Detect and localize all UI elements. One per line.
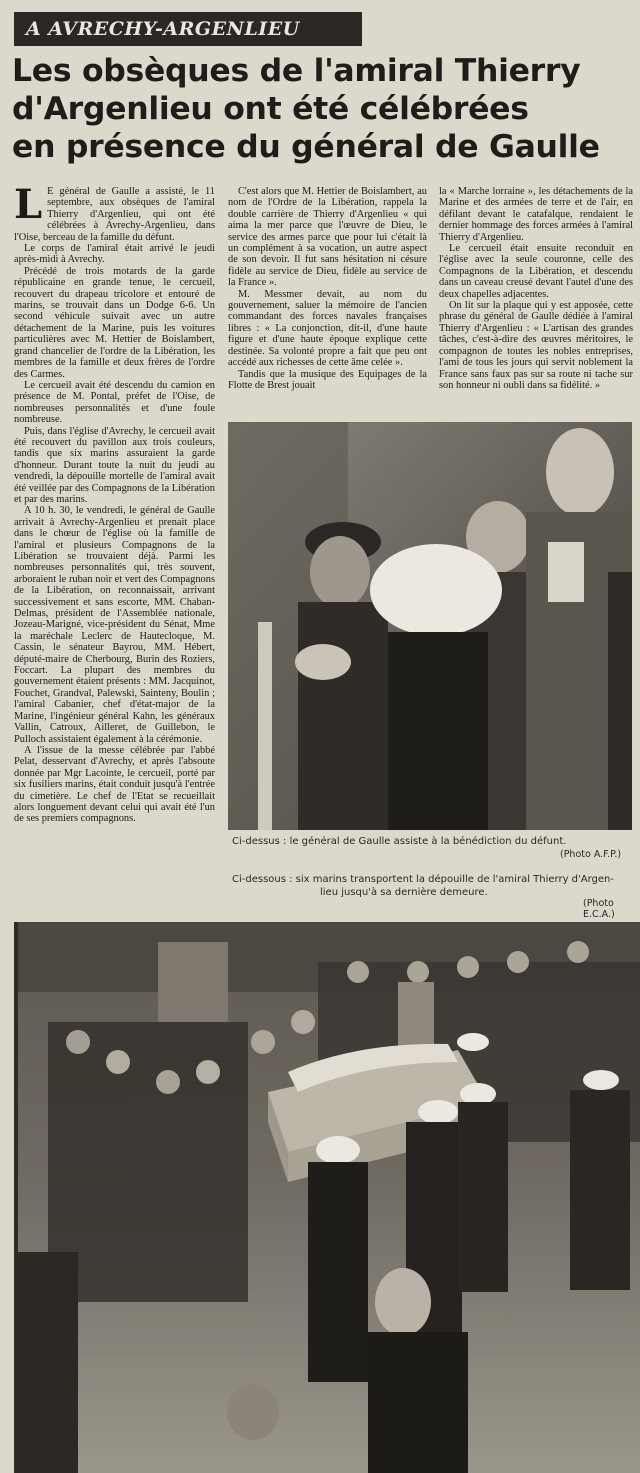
article-paragraph: Le cercueil avait été descendu du camion en présence de M. Pontal, préfet de l'Oise, de nombreuses personnalités et d'une foule nombreuse. xyxy=(14,379,215,426)
article-paragraph: L E général de Gaulle a assisté, le 11 septembre, aux obsèques de l'amiral Thierry d'Argenlieu, qui ont été célébrées à Avrechy-Argenlieu, dans l'Oise, berceau de la famille du défunt. xyxy=(14,181,215,243)
headline xyxy=(12,52,632,166)
caption-lower xyxy=(232,873,632,899)
photo-credit-lower: (Photo E.C.A.) xyxy=(583,898,615,920)
headline-line-3: en présence du général de Gaulle xyxy=(12,129,600,165)
article-paragraph: Précédé de trois motards de la garde républicaine en grande tenue, le cercueil, recouvert du drapeau tricolore et entouré de marins, se trouvait dans un Dodge 6-6. Un second véhicule suivait avec un autre détachement de la Marine, puis les voitures particulières avec M. Hettier de Boislambert, grand chancelier de l'ordre de la Libération, les membres de la famille et deux frères de l'ordre des Carmes. xyxy=(14,265,215,380)
article-paragraph: A l'issue de la messe célébrée par l'abbé Pelat, desservant d'Avrechy, et après l'absoute donnée par Mgr Lacointe, le cercueil, porté par six fusiliers marins, était conduit jusqu'à l'entrée du cimetière. Le chef de l'Etat se recueillait alors longuement devant celui qui avait été l'un de ses premiers compagnons. xyxy=(14,744,215,825)
article-paragraph: C'est alors que M. Hettier de Boislambert, au nom de l'Ordre de la Libération, rappela la double carrière de Thierry d'Argenlieu « qui aima la mer parce que l'œuvre de Dieu, le service des armes parce que pour lui c'était là un complément à sa vocation, un autre aspect de son devoir. Il fut sans hésitation ni césure fidèle au service de Dieu, fidèle au service de la France ». xyxy=(228,186,427,289)
article-paragraph: M. Messmer devait, au nom du gouvernement, saluer la mémoire de l'ancien commandant des forces navales françaises libres : « La conjonction, dit-il, d'une haute figure et d'une haute époque explique cette destinée. Sa volonté propre a fait que peu ont accédé aux richesses de cette âme celée ». xyxy=(228,288,427,369)
drop-cap: L xyxy=(14,181,43,228)
photo-coffin-procession xyxy=(18,922,640,1473)
photo-de-gaulle-blessing xyxy=(228,422,632,830)
section-kicker: A AVRECHY-ARGENLIEU xyxy=(14,12,362,46)
headline-line-2: d'Argenlieu ont été célébrées xyxy=(12,91,529,127)
article-paragraph: Puis, dans l'église d'Avrechy, le cercueil avait été recouvert du pavillon aux trois couleurs, tandis que six marins assuraient la garde d'honneur. Durant toute la nuit du jeudi au vendredi, la dépouille mortelle de l'amiral avait été veillée par des Compagnons de la Libération et par des marins. xyxy=(14,425,215,505)
headline-line-1: Les obsèques de l'amiral Thierry xyxy=(12,53,581,89)
photo-credit-upper: (Photo A.F.P.) xyxy=(560,849,622,860)
article-paragraph: la « Marche lorraine », les détachements de la Marine et des armées de terre et de l'air, en défilant devant le catafalque, rendaient le dernier hommage des forces armées à l'amiral Thierry d'Argenlieu. xyxy=(439,186,633,243)
caption-upper: Ci-dessus : le général de Gaulle assiste à la bénédiction du défunt. xyxy=(232,836,567,847)
caption-lower-line-2: lieu jusqu'à sa dernière demeure. xyxy=(320,887,488,898)
article-paragraph: On lit sur la plaque qui y est apposée, cette phrase du général de Gaulle dédiée à l'amiral Thierry d'Argenlieu : « L'artisan des grandes tâches, c'est-à-dire des œuvres méritoires, le compagnon de toutes les nobles entreprises, l'ami de tous les jours qui servit noblement la France sans faux pas sur sa route ni tache sur son honneur ni oubli dans sa fidélité. » xyxy=(439,300,633,391)
article-paragraph: Tandis que la musique des Equipages de la Flotte de Brest jouait xyxy=(228,368,427,391)
article-paragraph: Le cercueil était ensuite reconduit en l'église avec la seule couronne, celle des Compagnons de la Libération, et descendu dans un caveau creusé devant l'autel d'une des deux chapelles adjacentes. xyxy=(439,243,633,300)
article-paragraph: Le corps de l'amiral était arrivé le jeudi après-midi à Avrechy. xyxy=(14,243,215,266)
article-column-1 xyxy=(14,181,215,825)
article-paragraph: A 10 h. 30, le vendredi, le général de Gaulle arrivait à Avrechy-Argenlieu et prenait place dans le chœur de l'église où la famille de l'amiral et plusieurs Compagnons de la Libération se trouvaient déjà. Parmi les nombreuses personnalités qui, très souvent, arboraient le ruban noir et vert des Compagnons de la Libération, on reconnaissait, arrivant successivement et sans escorte, MM. Chaban-Delmas, président de l'Assemblée nationale, Jozeau-Marigné, vice-président du Sénat, Mme la maréchale Leclerc de Hautecloque, M. Cassin, le sénateur Bayrou, MM. Hébert, député-maire de Cherbourg, Burin des Roziers, Foccart. La plupart des membres du gouvernement étaient présents : MM. Jacquinot, Fouchet, Grandval, Palewski, Sainteny, Boulin ; l'amiral Cabanier, chef d'état-major de la Marine, l'ingénieur général Kahn, les généraux Vallin, Catroux, Ailleret, de Guillebon, le Pulloch assistaient également à la cérémonie. xyxy=(14,505,215,745)
article-column-2 xyxy=(228,186,427,391)
caption-lower-line-1: Ci-dessous : six marins transportent la dépouille de l'amiral Thierry d'Argen- xyxy=(232,874,614,885)
article-column-3 xyxy=(439,186,633,391)
